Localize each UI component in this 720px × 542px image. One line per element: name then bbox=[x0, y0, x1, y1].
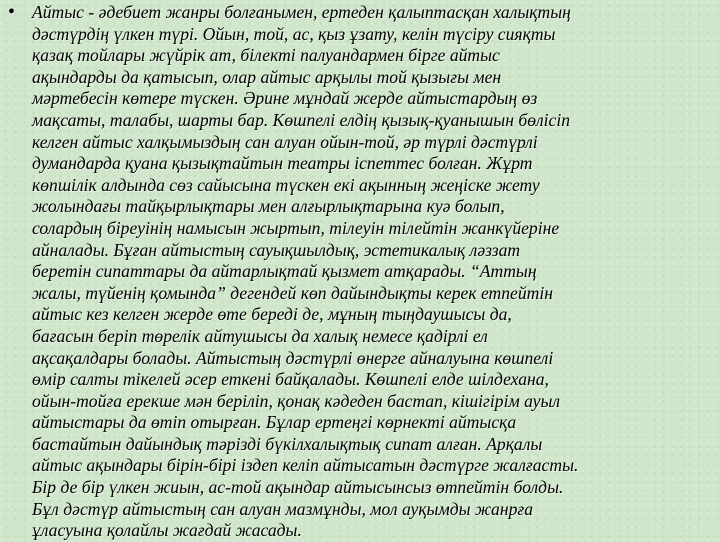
body-text bbox=[32, 2, 716, 542]
bullet-icon: • bbox=[8, 1, 16, 23]
text-line: думандарда қуана қызықтайтын театры іспеттес болған. Жұрт bbox=[32, 153, 533, 174]
text-line: айтыс ақындары бірін-бірі іздеп келіп айтысатын дәстүрге жалғасты. bbox=[32, 455, 579, 476]
text-line: Айтыс - әдебиет жанры болғанымен, ертеден қалыптасқан халықтың bbox=[32, 2, 571, 22]
text-line: солардың біреуінің намысын жыртып, тілеуін тілейтін жанкүйеріне bbox=[32, 217, 560, 238]
text-line: бағасын беріп төрелік айтушысы да халық немесе қадірлі ел bbox=[32, 325, 488, 346]
text-line: Бұл дәстүр айтыстың сан алуан мазмұнды, мол ауқымды жанрға bbox=[32, 498, 534, 519]
text-line: қазақ тойлары жүйрік ат, білекті палуандармен бірге айтыс bbox=[32, 45, 500, 66]
text-line: айналады. Бұған айтыстың сауықшылдық, эстетикалық ләззат bbox=[32, 239, 521, 260]
text-line: көпшілік алдында сөз сайысына түскен екі ақынның жеңіске жету bbox=[32, 174, 540, 195]
text-line: ұласуына қолайлы жағдай жасады. bbox=[32, 520, 302, 541]
text-line: бастайтын дайындық тәрізді бүкілхалықтық сипат алған. Арқалы bbox=[32, 433, 543, 454]
text-line: мақсаты, талабы, шарты бар. Көшпелі елдің қызық-қуанышын бөлісіп bbox=[32, 109, 571, 130]
text-line: айтыс кез келген жерде өте береді де, мұның тыңдаушысы да, bbox=[32, 304, 512, 325]
bullet-paragraph bbox=[8, 2, 716, 542]
text-line: ойын-тойға ерекше мән беріліп, қонақ кәдеден бастап, кішігірім ауыл bbox=[32, 390, 561, 411]
text-line: Бір де бір үлкен жиын, ас-той ақындар айтысынсыз өтпейтін болды. bbox=[32, 477, 564, 498]
text-line: ақсақалдары болады. Айтыстың дәстүрлі өнерге айналуына көшпелі bbox=[32, 347, 554, 368]
text-line: ақындарды да қатысып, олар айтыс арқылы той қызығы мен bbox=[32, 66, 502, 87]
text-line: жалы, түйенің қомында” дегендей көп дайындықты керек етпейтін bbox=[32, 282, 553, 303]
text-line: өмір салты тікелей әсер еткені байқалады. Көшпелі елде шілдехана, bbox=[32, 369, 549, 390]
text-line: айтыстары да өтіп отырған. Бұлар ертеңгі көрнекті айтысқа bbox=[32, 412, 517, 433]
text-line: беретін сипаттары да айтарлықтай қызмет атқарады. “Аттың bbox=[32, 261, 537, 282]
text-line: жолындағы тайқырлықтары мен алғырлықтарына куә болып, bbox=[32, 196, 505, 217]
text-line: мәртебесін көтере түскен. Әрине мұндай жерде айтыстардың өз bbox=[32, 88, 538, 109]
text-line: келген айтыс халқымыздың сан алуан ойын-той, әр түрлі дәстүрлі bbox=[32, 131, 538, 152]
text-line: дәстүрдің үлкен түрі. Ойын, той, ас, қыз ұзату, келін түсіру сияқты bbox=[32, 23, 556, 44]
